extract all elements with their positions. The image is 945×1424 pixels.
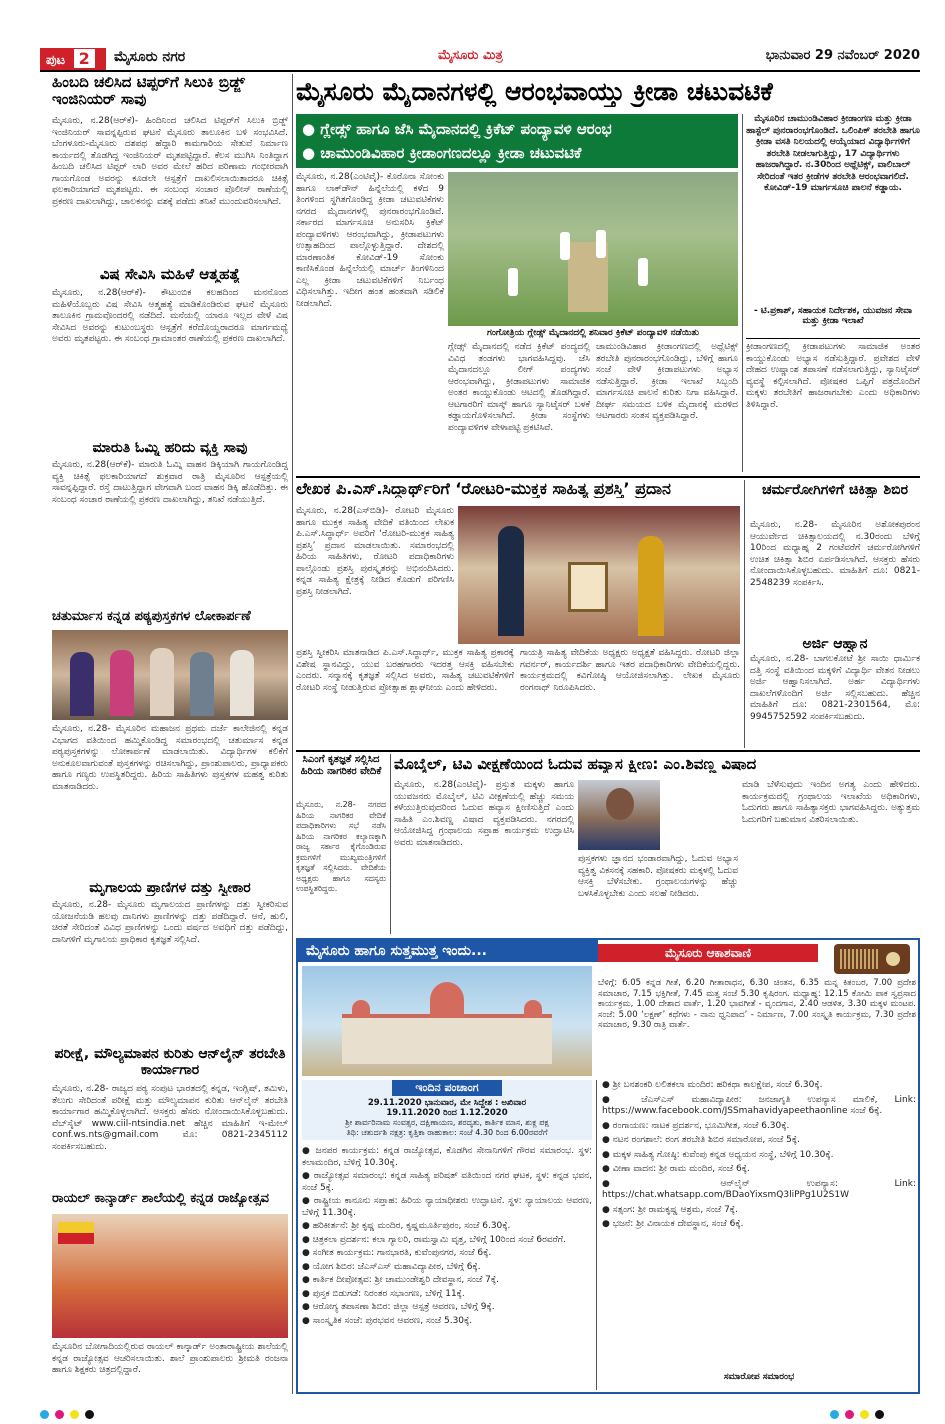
event-item: ● ಯೋಗ ಶಿಬಿರ: ಜೆಎಸ್‌ಎಸ್ ಮಹಾವಿದ್ಯಾಪೀಠ, ಬೆಳಿಗ್ಗೆ 6ಕ್ಕೆ. — [302, 1261, 481, 1272]
lead-body: ಗ್ಲೇಡ್ಸ್ ಮೈದಾನದಲ್ಲಿ ನಡೆದ ಕ್ರಿಕೆಟ್ ಪಂದ್ಯದಲ್ಲಿ ವಿವಿಧ ತಂಡಗಳು ಭಾಗವಹಿಸಿದ್ದವು. ಜೆಸಿ ಮೈದಾನದಲ್ಲೂ ಲೀಗ್ ಪಂದ್ಯಗಳು ಆರಂಭವಾಗಿದ್ದು, ಕ್ರೀಡಾಪಟುಗಳು ಸಾಮಾಜಿಕ ಅಂತರ ಕಾಯ್ದುಕೊಂಡು ಆಟದಲ್ಲಿ ತೊಡಗಿದ್ದಾರೆ. ಆಟಗಾರರಿಗೆ ಮಾಸ್ಕ್ ಹಾಗೂ ಸ್ಯಾನಿಟೈಸರ್ ಬಳಕೆ ಕಡ್ಡಾಯಗೊಳಿಸಲಾಗಿದೆ. ಕ್ರೀಡಾ ಸಂಸ್ಥೆಗಳು ಪಂದ್ಯಾವಳಿಗಳ ವೇಳಾಪಟ್ಟಿ ಪ್ರಕಟಿಸಿವೆ. — [448, 342, 590, 433]
panchanga-line: ಶ್ರೀ ಶಾರ್ವರಿನಾಮ ಸಂವತ್ಸರ, ದಕ್ಷಿಣಾಯಣ, ಶರದೃತು, ಕಾರ್ತಿಕ ಮಾಸ, ಶುಕ್ಲ ಪಕ್ಷ — [345, 1118, 549, 1127]
quote-signature: - ಟಿ.ಪ್ರಕಾಶ್, ಸಹಾಯಕ ನಿರ್ದೇಶಕ, ಯುವಜನ ಸೇವಾ ಮತ್ತು ಕ್ರೀಡಾ ಇಲಾಖೆ — [753, 306, 913, 326]
lead-subhead: ● ಚಾಮುಂಡಿವಿಹಾರ ಕ್ರೀಡಾಂಗಣದಲ್ಲೂ ಕ್ರೀಡಾ ಚಟುವಟಿಕೆ — [302, 144, 582, 162]
radio-title: ಮೈಸೂರು ಆಕಾಶವಾಣಿ — [598, 944, 818, 962]
left-column — [52, 74, 288, 1394]
book-release-photo — [52, 630, 288, 720]
panchanga-title: ಇಂದಿನ ಪಂಚಾಂಗ — [392, 1080, 502, 1096]
camp-headline: ಚರ್ಮರೋಗಿಗಳಿಗೆ ಚಿಕಿತ್ಸಾ ಶಿಬಿರ — [762, 482, 908, 498]
events-left — [302, 1146, 592, 1390]
palace-dome — [430, 982, 464, 1018]
photo-caption: ಗಂಗೋತ್ರಿಯ ಗ್ಲೇಡ್ಸ್ ಮೈದಾನದಲ್ಲಿ ಶನಿವಾರ ಕ್ರಿಕೆಟ್ ಪಂದ್ಯಾವಳಿ ನಡೆಯಿತು — [487, 328, 699, 338]
event-item: ● ಸಾಂಸ್ಕೃತಿಕ ಸಂಜೆ: ಪುರಭವನ ಆವರಣ, ಸಂಜೆ 5.30ಕ್ಕೆ. — [302, 1315, 473, 1326]
sidebar-body: ಕ್ರೀಡಾಂಗಣದಲ್ಲಿ ಕ್ರೀಡಾಪಟುಗಳು ಸಾಮಾಜಿಕ ಅಂತರ ಕಾಯ್ದುಕೊಂಡು ಅಭ್ಯಾಸ ನಡೆಸುತ್ತಿದ್ದಾರೆ. ಪ್ರವೇಶದ ವೇಳೆ ದೇಹದ ಉಷ್ಣಾಂಶ ತಪಾಸಣೆ ನಡೆಸಲಾಗುತ್ತಿದ್ದು, ಸ್ಯಾನಿಟೈಸರ್ ವ್ಯವಸ್ಥೆ ಕಲ್ಪಿಸಲಾಗಿದೆ. ಪೋಷಕರ ಒಪ್ಪಿಗೆ ಪತ್ರದೊಂದಿಗೆ ಮಕ್ಕಳು ತರಬೇತಿಗೆ ಹಾಜರಾಗಬೇಕು ಎಂದು ಅಧಿಕಾರಿಗಳು ತಿಳಿಸಿದ್ದಾರೆ. — [746, 342, 920, 410]
cricket-photo — [448, 172, 738, 326]
radio-schedule: ಬೆಳಿಗ್ಗೆ: 6.05 ಕನ್ನಡ ಗೀತೆ, 6.20 ಗೀತಾರಾಧನ, 6.30 ಚಿಂತನ, 6.35 ಮನ್ನ ಕಿತಂಬರ, 7.00 ಪ್ರದೇಶ ಸಮಾಚಾರ, 7.15 ಭಕ್ತಿಗೀತೆ, 7.45 ಮತ್ತ ಸಂಜೆ 5.30 ಕೃಷಿರಂಗ. ಮಧ್ಯಾಹ್ನ: 12.15 ಕೋಮಿ ಪಾಕ ಸ್ವಪ್ರಸಾದ ಕಾರ್ಯಕ್ರಮ, 1.00 ದೇಶಾದ ವಾರ್ತೆ, 1.20 ಭಾವಗೀತೆ - ವೃಂದಗಾನ, 2.40 ಆಡಳಿತ, 3.30 ಮಕ್ಕಳ ಮಂಟಪ. ಸಂಜೆ: 5.00 ‘ಲಕ್ಷಣ್’ ಕಥೆಗಳು - ನಾನು ಧ್ವನಿಪಾದ’ - ನಿರ್ಮಾಣ, 7.00 ಸಂಸ್ಕೃತಿ ಕಾರ್ಯಕ್ರಮ, 7.30 ಪ್ರದೇಶ ಸಮಾಚಾರ, 9.30 ರಾತ್ರಿ ವಾರ್ತೆ. — [598, 978, 916, 1031]
event-item: ● ನಟನ ರಂಗಶಾಲೆ: ರಂಗ ತರಬೇತಿ ಶಿಬಿರ ಸಮಾರೋಪ, ಸಂಜೆ 5ಕ್ಕೆ. — [602, 1135, 800, 1145]
lead-subhead: ● ಗ್ಲೇಡ್ಸ್ ಹಾಗೂ ಜೆಸಿ ಮೈದಾನದಲ್ಲಿ ಕ್ರಿಕೆಟ್ ಪಂದ್ಯಾವಳಿ ಆರಂಭ — [302, 120, 612, 138]
photo-person — [498, 526, 524, 636]
today-banner: ಮೈಸೂರು ಹಾಗೂ ಸುತ್ತಮುತ್ತ ಇಂದು... — [298, 940, 598, 962]
radio-icon — [834, 944, 910, 974]
palace-dome — [524, 1000, 542, 1018]
story-headline: ವಿಷ ಸೇವಿಸಿ ಮಹಿಳೆ ಆತ್ಮಹತ್ಯೆ — [99, 266, 241, 283]
panchanga-line: 29.11.2020 ಭಾನುವಾರ, ಮೇ ಸಿದ್ದೇಶ : ಅಖಿವಾರ — [367, 1098, 527, 1108]
speaker-portrait — [578, 780, 660, 850]
award-frame — [568, 562, 608, 612]
panchanga-line: ತಿಥಿ: ಚತುರ್ದಶಿ ನಕ್ಷತ್ರ: ಕೃತ್ತಿಕಾ ರಾಹುಕಾಲ: ಸಂಜೆ 4.30 ರಿಂದ 6.00ರವರೆಗೆ — [346, 1128, 548, 1137]
column-divider — [596, 1080, 597, 1390]
event-item: ● ಭಜನೆ: ಶ್ರೀ ವಿನಾಯಕ ದೇವಸ್ಥಾನ, ಸಂಜೆ 6ಕ್ಕೆ. — [602, 1219, 744, 1229]
flag-icon — [58, 1222, 94, 1244]
event-item: ● ಮಕ್ಕಳ ಸಾಹಿತ್ಯ ಗೋಷ್ಠಿ: ಕುವೆಂಪು ಕನ್ನಡ ಅಧ್ಯಯನ ಸಂಸ್ಥೆ, ಬೆಳಿಗ್ಗೆ 10.30ಕ್ಕೆ. — [602, 1149, 834, 1160]
photo-person — [70, 652, 94, 716]
photo-player — [508, 268, 518, 296]
camp-body: ಮೈಸೂರು, ನ.28- ಮೈಸೂರಿನ ಅಶೋಕಪುರಂನ ಆಯುರ್ವೇದ ಚಿಕಿತ್ಸಾಲಯದಲ್ಲಿ ನ.30ರಂದು ಬೆಳಿಗ್ಗೆ 10ರಿಂದ ಮಧ್ಯಾಹ್ನ 2 ಗಂಟೆವರೆಗೆ ಚರ್ಮರೋಗಿಗಳಿಗೆ ಉಚಿತ ಚಿಕಿತ್ಸಾ ಶಿಬಿರ ಏರ್ಪಡಿಸಲಾಗಿದೆ. ಆಸಕ್ತರು ಹೆಸರು ನೋಂದಾಯಿಸಿಕೊಳ್ಳಬಹುದು. ಮಾಹಿತಿಗೆ ದೂ: 0821-2548239 ಸಂಪರ್ಕಿಸಿ. — [750, 520, 920, 588]
photo-player — [560, 232, 570, 260]
yellow-dot — [70, 1410, 79, 1419]
event-item: ● ಜೆಎಸ್‌ಎಸ್ ಮಹಾವಿದ್ಯಾಪೀಠ: ಜನಜಾಗೃತಿ ಉಪನ್ಯಾಸ ಮಾಲಿಕೆ, Link: https://www.facebook.com/JSSmahavidyapeethaonline ಸಂಜೆ 6ಕ್ಕೆ. — [602, 1094, 916, 1116]
event-item: ● ರಾಷ್ಟ್ರೀಯ ಕಾನೂನು ಸಪ್ತಾಹ: ಹಿರಿಯ ನ್ಯಾಯಾಧೀಶರು ಉದ್ಘಾಟನೆ. ಸ್ಥಳ: ನ್ಯಾಯಾಲಯ ಆವರಣ, ಬೆಳಿಗ್ಗೆ 11.30ಕ್ಕೆ. — [302, 1196, 592, 1218]
section-rule — [746, 338, 920, 339]
photo-person — [110, 650, 134, 716]
events-footer-label: ಸಮಾರೋಪ ಸಮಾರಂಭ — [723, 1372, 795, 1382]
event-item: ● ರಾಜ್ಯೋತ್ಸವ ಸಮಾರಂಭ: ಕನ್ನಡ ಸಾಹಿತ್ಯ ಪರಿಷತ್ ವತಿಯಿಂದ ನಗರ ಘಟಕ, ಸ್ಥಳ: ಕನ್ನಡ ಭವನ, ಸಂಜೆ 5ಕ್ಕೆ. — [302, 1171, 592, 1193]
cyan-dot — [40, 1410, 49, 1419]
column-divider — [744, 480, 745, 748]
panchanga-line: 19.11.2020 ರಿಂದ 1.12.2020 — [386, 1108, 508, 1118]
event-item: ● ಸತ್ಸಂಗ: ಶ್ರೀ ರಾಮಕೃಷ್ಣ ಆಶ್ರಮ, ಸಂಜೆ 7ಕ್ಕೆ. — [602, 1204, 738, 1215]
photo-person — [230, 650, 254, 716]
event-item: ● ಆರೋಗ್ಯ ತಪಾಸಣಾ ಶಿಬಿರ: ಜಿಲ್ಲಾ ಆಸ್ಪತ್ರೆ ಆವರಣ, ಬೆಳಿಗ್ಗೆ 9ಕ್ಕೆ. — [302, 1302, 495, 1312]
photo-person — [190, 652, 214, 716]
apply-body: ಮೈಸೂರು, ನ.28- ಬಾಗಲಕೋಟೆ ಶ್ರೀ ಸಾಯಿ ಧಾರ್ಮಿಕ ದತ್ತಿ ಸಂಸ್ಥೆ ವತಿಯಿಂದ ಮಕ್ಕಳಿಗೆ ವಿದ್ಯಾರ್ಥಿ ವೇತನ ನೀಡಲು ಅರ್ಜಿ ಆಹ್ವಾನಿಸಲಾಗಿದೆ. ಅರ್ಹ ವಿದ್ಯಾರ್ಥಿಗಳು ದಾಖಲೆಗಳೊಂದಿಗೆ ಅರ್ಜಿ ಸಲ್ಲಿಸಬಹುದು. ಹೆಚ್ಚಿನ ಮಾಹಿತಿಗೆ ದೂ: 0821-2301564, ಮೊ: 9945752592 ಸಂಪರ್ಕಿಸಬಹುದು. — [750, 654, 920, 722]
event-item: ● ರಂಗಾಯಣ: ನಾಟಕ ಪ್ರದರ್ಶನ, ಭೂಮಿಗೀತ, ಸಂಜೆ 6.30ಕ್ಕೆ. — [602, 1120, 790, 1131]
column-divider — [742, 114, 743, 472]
story-headline: ಹಿಂಬದಿ ಚಲಿಸಿದ ಟಿಪ್ಪರ್‌ಗೆ ಸಿಲುಕಿ ಬ್ರಿಡ್ಜ್ ಇಂಜಿನಿಯರ್ ಸಾವು — [52, 74, 245, 109]
lead-headline: ಮೈಸೂರು ಮೈದಾನಗಳಲ್ಲಿ ಆರಂಭವಾಯ್ತು ಕ್ರೀಡಾ ಚಟುವಟಿಕೆ — [296, 78, 773, 106]
quote-body: ಮೈಸೂರಿನ ಚಾಮುಂಡಿವಿಹಾರ ಕ್ರೀಡಾಂಗಣ ಮತ್ತು ಕ್ರೀಡಾ ಹಾಸ್ಟೆಲ್ ಪುನರಾರಂಭಗೊಂಡಿದೆ. ಒಲಿಂಪಿಕ್ ತರಬೇತಿ ಹಾಗೂ ಕ್ರೀಡಾ ವಸತಿ ನಿಲಯದಲ್ಲಿ ಆಯ್ಕೆಯಾದ ವಿದ್ಯಾರ್ಥಿಗಳಿಗೆ ತರಬೇತಿ ನೀಡಲಾಗುತ್ತಿದ್ದು, 17 ವಿದ್ಯಾರ್ಥಿಗಳು ಹಾಜರಾಗಿದ್ದಾರೆ. ನ.30ರಿಂದ ಅಥ್ಲೆಟಿಕ್ಸ್, ವಾಲಿಬಾಲ್ ಸೇರಿದಂತೆ ಇತರ ಕ್ರೀಡೆಗಳ ತರಬೇತಿ ಆರಂಭವಾಗಲಿದೆ. ಕೋವಿಡ್-19 ಮಾರ್ಗಸೂಚಿ ಪಾಲನೆ ಕಡ್ಡಾಯ. — [746, 114, 920, 193]
photo-caption: ಮೈಸೂರಿನ ಬೋಗಾದಿಯಲ್ಲಿರುವ ರಾಯಲ್ ಕಾನ್ಕಾರ್ಡ್ ಅಂತಾರಾಷ್ಟ್ರೀಯ ಶಾಲೆಯಲ್ಲಿ ಕನ್ನಡ ರಾಜ್ಯೋತ್ಸವ ಆಚರಿಸಲಾಯಿತು. ಶಾಲೆ ಪ್ರಾಂಶುಪಾಲರು ಶ್ರೀಮತಿ ರಂಜನಾ ಹಾಗೂ ಶಿಕ್ಷಕರು ಚಿತ್ರದಲ್ಲಿದ್ದಾರೆ. — [52, 1342, 288, 1375]
radio-panel — [598, 944, 916, 1076]
story-headline: ರಾಯಲ್ ಕಾನ್ಕಾರ್ಡ್ ಶಾಲೆಯಲ್ಲಿ ಕನ್ನಡ ರಾಜ್ಯೋತ್ಸವ — [52, 1192, 269, 1206]
story-body: ಮೈಸೂರು, ನ.28- ಮೈಸೂರಿನ ಮಹಾಜನ ಪ್ರಥಮ ದರ್ಜೆ ಕಾಲೇಜಿನಲ್ಲಿ ಕನ್ನಡ ವಿಭಾಗದ ವತಿಯಿಂದ ಹಮ್ಮಿಕೊಂಡಿದ್ದ ಸಮಾರಂಭದಲ್ಲಿ ಚತುರ್ಮಾಸ ಕನ್ನಡ ಪಠ್ಯಪುಸ್ತಕಗಳನ್ನು ಲೋಕಾರ್ಪಣೆ ಮಾಡಲಾಯಿತು. ವಿದ್ಯಾರ್ಥಿಗಳ ಕಲಿಕೆಗೆ ಅನುಕೂಲವಾಗುವಂತೆ ಪುಸ್ತಕಗಳನ್ನು ರಚಿಸಲಾಗಿದ್ದು, ಪ್ರಾಂಶುಪಾಲರು, ಪ್ರಾಧ್ಯಾಪಕರು ಹಾಗೂ ಗಣ್ಯರು ಉಪಸ್ಥಿತರಿದ್ದರು. ಹಿರಿಯ ಸಾಹಿತಿಗಳು ಪುಸ್ತಕಗಳ ಮಹತ್ವ ಕುರಿತು ಮಾತನಾಡಿದರು. — [52, 724, 288, 792]
event-item: ● ಸಂಗೀತ ಕಾರ್ಯಕ್ರಮ: ಗಾನಭಾರತಿ, ಕುವೆಂಪುನಗರ, ಸಂಜೆ 6ಕ್ಕೆ. — [302, 1248, 492, 1258]
story-body: ಮೈಸೂರು, ನ.28- ರಾಜ್ಯದ ಪಠ್ಯ ಸಂಪುಟ ಭಾರತದಲ್ಲಿ ಕನ್ನಡ, ಇಂಗ್ಲಿಷ್, ತಮಿಳು, ತೆಲುಗು ಸೇರಿದಂತೆ ಪರೀಕ್ಷೆ ಮತ್ತು ಮೌಲ್ಯಮಾಪನ ಕುರಿತು ಆನ್‌ಲೈನ್ ತರಬೇತಿ ಕಾರ್ಯಾಗಾರ ಹಮ್ಮಿಕೊಳ್ಳಲಾಗಿದೆ. ಆಸಕ್ತರು ಹೆಸರು ನೋಂದಾಯಿಸಿಕೊಳ್ಳಬಹುದು. ವೆಬ್‌ಸೈಟ್ www.ciil-ntsindia.net ಹೆಚ್ಚಿನ ಮಾಹಿತಿಗೆ ಇ-ಮೇಲ್ conf.ws.nts@gmail.com ಮೊ: 0821-2345112 ಸಂಪರ್ಕಿಸಬಹುದು. — [52, 1084, 288, 1152]
page-number: 2 — [74, 49, 95, 68]
registration-dots-right — [830, 1404, 890, 1423]
apply-headline: ಅರ್ಜಿ ಆಹ್ವಾನ — [802, 636, 868, 652]
black-dot — [85, 1410, 94, 1419]
photo-player — [596, 230, 606, 258]
story-body: ಮೈಸೂರು, ನ.28- ಮೈಸೂರು ಮೃಗಾಲಯದ ಪ್ರಾಣಿಗಳನ್ನು ದತ್ತು ಸ್ವೀಕರಿಸುವ ಯೋಜನೆಯಡಿ ಹಲವು ದಾನಿಗಳು ಪ್ರಾಣಿಗಳನ್ನು ದತ್ತು ಪಡೆದಿದ್ದಾರೆ. ಆನೆ, ಹುಲಿ, ಚಿರತೆ ಸೇರಿದಂತೆ ವಿವಿಧ ಪ್ರಾಣಿಗಳನ್ನು ಒಂದು ವರ್ಷದ ಅವಧಿಗೆ ದತ್ತು ಪಡೆದಿದ್ದು, ದಾನಿಗಳಿಗೆ ಮೃಗಾಲಯ ಪ್ರಾಧಿಕಾರ ಕೃತಜ್ಞತೆ ಸಲ್ಲಿಸಿದೆ. — [52, 900, 288, 945]
portrait-face — [606, 788, 634, 820]
page-number-box — [40, 48, 106, 70]
column-divider — [292, 74, 293, 1394]
story-headline: ಮೃಗಾಲಯ ಪ್ರಾಣಿಗಳ ದತ್ತು ಸ್ವೀಕಾರ — [89, 880, 251, 896]
event-item: ● ಆನ್‌ಲೈನ್ ಉಪನ್ಯಾಸ: Link: https://chat.whatsapp.com/BDaoYixsmQ3liPPg1U2S1W — [602, 1178, 916, 1200]
event-item: ● ಜನಪರ ಕಾರ್ಯಕ್ರಮ: ಕನ್ನಡ ರಾಜ್ಯೋತ್ಸವ, ಕೊಡಗಿನ ಸೇನಾನಿಗಳಿಗೆ ಗೌರವ ಸಮಾರಂಭ. ಸ್ಥಳ: ಕಲಾಮಂದಿರ, ಬೆಳಿಗ್ಗೆ 10.30ಕ್ಕೆ. — [302, 1146, 592, 1168]
award-body: ಮೈಸೂರು, ನ.28(ಎಸ್‌ಬಿಡಿ)- ರೋಟರಿ ಮೈಸೂರು ಹಾಗೂ ಮುಕ್ತಕ ಸಾಹಿತ್ಯ ವೇದಿಕೆ ವತಿಯಿಂದ ಲೇಖಕ ಪಿ.ಎಸ್.ಸಿದ್ಧಾರ್ಥ್ ಅವರಿಗೆ ‘ರೋಟರಿ-ಮುಕ್ತಕ ಸಾಹಿತ್ಯ ಪ್ರಶಸ್ತಿ’ ಪ್ರದಾನ ಮಾಡಲಾಯಿತು. ಸಮಾರಂಭದಲ್ಲಿ ಹಿರಿಯ ಸಾಹಿತಿಗಳು, ರೋಟರಿ ಪದಾಧಿಕಾರಿಗಳು ಪಾಲ್ಗೊಂಡು ಪ್ರಶಸ್ತಿ ಪುರಸ್ಕೃತರನ್ನು ಅಭಿನಂದಿಸಿದರು. ಕನ್ನಡ ಸಾಹಿತ್ಯ ಕ್ಷೇತ್ರಕ್ಕೆ ನೀಡಿದ ಕೊಡುಗೆ ಪರಿಗಣಿಸಿ ಪ್ರಶಸ್ತಿ ನೀಡಲಾಗಿದೆ. — [296, 506, 454, 597]
school-celebration-photo — [52, 1214, 288, 1338]
radio-speaker-grille — [840, 949, 880, 969]
small-body: ಮೈಸೂರು, ನ.28- ನಗರದ ಹಿರಿಯ ನಾಗರಿಕರ ವೇದಿಕೆ ಪದಾಧಿಕಾರಿಗಳು ಸಭೆ ನಡೆಸಿ ಹಿರಿಯ ನಾಗರಿಕರ ಕಲ್ಯಾಣಕ್ಕಾಗಿ ರಾಜ್ಯ ಸರ್ಕಾರ ಕೈಗೊಂಡಿರುವ ಕ್ರಮಗಳಿಗೆ ಮುಖ್ಯಮಂತ್ರಿಗಳಿಗೆ ಕೃತಜ್ಞತೆ ಸಲ್ಲಿಸಿದರು. ವೇದಿಕೆಯ ಅಧ್ಯಕ್ಷರು ಹಾಗೂ ಸದಸ್ಯರು ಉಪಸ್ಥಿತರಿದ್ದರು. — [296, 800, 386, 893]
reading-body: ಪುಸ್ತಕಗಳು ಜ್ಞಾನದ ಭಂಡಾರವಾಗಿದ್ದು, ಓದುವ ಅಭ್ಯಾಸ ವ್ಯಕ್ತಿತ್ವ ವಿಕಸನಕ್ಕೆ ಸಹಕಾರಿ. ಪೋಷಕರು ಮಕ್ಕಳಲ್ಲಿ ಓದುವ ಆಸಕ್ತಿ ಬೆಳೆಸಬೇಕು. ಗ್ರಂಥಾಲಯಗಳನ್ನು ಹೆಚ್ಚು ಬಳಸಿಕೊಳ್ಳಬೇಕು ಎಂದು ಸಲಹೆ ನೀಡಿದರು. — [578, 854, 738, 899]
registration-dots-left — [40, 1404, 100, 1423]
section-rule — [296, 476, 920, 478]
event-item: ● ಶ್ರೀ ಬನಶಂಕರಿ ಲಲಿತಕಲಾ ಮಂದಿರ: ಹರಿಕಥಾ ಕಾಲಕ್ಷೇಪ, ಸಂಜೆ 6.30ಕ್ಕೆ. — [602, 1080, 823, 1090]
lead-body: ಮೈಸೂರು, ನ.28(ಎಂಟಿವೈ)- ಕೊರೊನಾ ಸೋಂಕು ಹಾಗೂ ಲಾಕ್‌ಡೌನ್ ಹಿನ್ನೆಲೆಯಲ್ಲಿ ಕಳೆದ 9 ತಿಂಗಳಿಂದ ಸ್ಥಗಿತಗೊಂಡಿದ್ದ ಕ್ರೀಡಾ ಚಟುವಟಿಕೆಗಳು ನಗರದ ಮೈದಾನಗಳಲ್ಲಿ ಪುನರಾರಂಭಗೊಂಡಿವೆ. ಸರ್ಕಾರದ ಮಾರ್ಗಸೂಚಿ ಅನುಸರಿಸಿ ಕ್ರಿಕೆಟ್ ಪಂದ್ಯಾವಳಿಗಳು ಆರಂಭವಾಗಿದ್ದು, ಕ್ರೀಡಾಪಟುಗಳು ಉತ್ಸಾಹದಿಂದ ಪಾಲ್ಗೊಳ್ಳುತ್ತಿದ್ದಾರೆ. ದೇಶದಲ್ಲಿ ಮಾರಣಾಂತಿಕ ಕೋವಿಡ್-19 ಸೋಂಕು ಕಾಣಿಸಿಕೊಂಡ ಹಿನ್ನೆಲೆಯಲ್ಲಿ ಮಾರ್ಚ್ ತಿಂಗಳಿನಿಂದ ಎಲ್ಲ ಕ್ರೀಡಾ ಚಟುವಟಿಕೆಗಳಿಗೆ ನಿರ್ಬಂಧ ವಿಧಿಸಲಾಗಿತ್ತು. ಇದೀಗ ಹಂತ ಹಂತವಾಗಿ ಸಡಿಲಿಕೆ ನೀಡಲಾಗಿದೆ. — [296, 172, 444, 309]
story-body: ಮೈಸೂರು, ನ.28(ಆರ್‌ಕೆ)- ಮಾರುತಿ ಓಮ್ನಿ ವಾಹನ ಡಿಕ್ಕಿಯಾಗಿ ಗಾಯಗೊಂಡಿದ್ದ ವ್ಯಕ್ತಿ ಚಿಕಿತ್ಸೆ ಫಲಕಾರಿಯಾಗದೆ ಶುಕ್ರವಾರ ರಾತ್ರಿ ಮೈಸೂರಿನ ಆಸ್ಪತ್ರೆಯಲ್ಲಿ ಸಾವನ್ನಪ್ಪಿದ್ದಾರೆ. ರಸ್ತೆ ದಾಟುತ್ತಿದ್ದಾಗ ವೇಗವಾಗಿ ಬಂದ ವಾಹನ ಡಿಕ್ಕಿ ಹೊಡೆದಿತ್ತು. ಈ ಸಂಬಂಧ ಸಂಚಾರ ಠಾಣೆಯಲ್ಲಿ ಪ್ರಕರಣ ದಾಖಲಾಗಿದ್ದು, ತನಿಖೆ ನಡೆಯುತ್ತಿದೆ. — [52, 460, 288, 505]
small-headline: ಸಿಎಂಗೆ ಕೃತಜ್ಞತೆ ಸಲ್ಲಿಸಿದ ಹಿರಿಯ ನಾಗರಿಕರ ವೇದಿಕೆ — [300, 754, 382, 777]
palace-body — [342, 1014, 552, 1064]
story-headline: ಮಾರುತಿ ಓಮ್ನಿ ಹರಿದು ವ್ಯಕ್ತಿ ಸಾವು — [92, 440, 248, 456]
lead-subhead-box — [296, 114, 738, 168]
event-item: ● ಕಾರ್ತಿಕ ದೀಪೋತ್ಸವ: ಶ್ರೀ ಚಾಮುಂಡೇಶ್ವರಿ ದೇವಸ್ಥಾನ, ಸಂಜೆ 7ಕ್ಕೆ. — [302, 1275, 500, 1285]
award-body: ಗಾಯತ್ರಿ ಸಾಹಿತ್ಯ ವೇದಿಕೆಯ ಅಧ್ಯಕ್ಷರು ಅಧ್ಯಕ್ಷತೆ ವಹಿಸಿದ್ದರು. ರೋಟರಿ ಜಿಲ್ಲಾ ಗವರ್ನರ್, ಕಾರ್ಯದರ್ಶಿ ಹಾಗೂ ಇತರ ಪದಾಧಿಕಾರಿಗಳು ವೇದಿಕೆಯಲ್ಲಿದ್ದರು. ಕಾರ್ಯಕ್ರಮದಲ್ಲಿ ಕವಿಗೋಷ್ಠಿ ಆಯೋಜಿಸಲಾಗಿತ್ತು. ಲೇಖಕ ಮೈಸೂರು ರಂಗನಾಥ್ ನಿರೂಪಿಸಿದರು. — [520, 648, 740, 693]
yellow-dot — [860, 1410, 869, 1419]
event-item: ● ವೀಣಾ ವಾದನ: ಶ್ರೀ ರಾಮ ಮಂದಿರ, ಸಂಜೆ 6ಕ್ಕೆ. — [602, 1164, 750, 1174]
cyan-dot — [830, 1410, 839, 1419]
event-item: ● ಹರಿಕೀರ್ತನೆ: ಶ್ರೀ ಕೃಷ್ಣ ಮಂದಿರ, ಕೃಷ್ಣಮೂರ್ತಿಪುರಂ, ಸಂಜೆ 6.30ಕ್ಕೆ. — [302, 1221, 511, 1231]
page-header — [40, 48, 920, 70]
reading-headline: ಮೊಬೈಲ್, ಟಿವಿ ವೀಕ್ಷಣೆಯಿಂದ ಓದುವ ಹವ್ಯಾಸ ಕ್ಷೀಣ: ಎಂ.ಶಿವಣ್ಣ ವಿಷಾದ — [394, 756, 757, 773]
story-body: ಮೈಸೂರು, ನ.28(ಆರ್‌ಕೆ)- ಹಿಂದಿನಿಂದ ಚಲಿಸಿದ ಟಿಪ್ಪರ್‌ಗೆ ಸಿಲುಕಿ ಬ್ರಿಡ್ಜ್ ಇಂಜಿನಿಯರ್ ಸಾವನ್ನಪ್ಪಿರುವ ಘಟನೆ ಮೈಸೂರು ತಾಲೂಕಿನ ಬಳಿ ಸಂಭವಿಸಿದೆ. ಬೆಂಗಳೂರು-ಮೈಸೂರು ದಶಪಥ ಹೆದ್ದಾರಿ ಕಾಮಗಾರಿಯ ಸೇತುವೆ ನಿರ್ಮಾಣ ಕಾರ್ಯದಲ್ಲಿ ತೊಡಗಿದ್ದ ಇಂಜಿನಿಯರ್ ಮೃತಪಟ್ಟಿದ್ದಾರೆ. ಕೆಲಸ ಮುಗಿಸಿ ನಿಂತಿದ್ದಾಗ ಹಿಂಬದಿ ಚಲಿಸಿದ ಟಿಪ್ಪರ್ ಲಾರಿ ಅವರ ಮೇಲೆ ಹರಿದ ಪರಿಣಾಮ ಗಂಭೀರವಾಗಿ ಗಾಯಗೊಂಡ ಅವರನ್ನು ಕೂಡಲೇ ಆಸ್ಪತ್ರೆಗೆ ದಾಖಲಿಸಲಾಯಿತಾದರೂ ಚಿಕಿತ್ಸೆ ಫಲಕಾರಿಯಾಗದೆ ಮೃತಪಟ್ಟರು. ಈ ಸಂಬಂಧ ಸಂಚಾರ ಪೊಲೀಸ್ ಠಾಣೆಯಲ್ಲಿ ಪ್ರಕರಣ ದಾಖಲಾಗಿದ್ದು, ಚಾಲಕನನ್ನು ವಶಕ್ಕೆ ಪಡೆದು ತನಿಖೆ ಮುಂದುವರಿಸಲಾಗಿದೆ. — [52, 116, 288, 207]
lead-body: ಚಾಮುಂಡಿವಿಹಾರ ಕ್ರೀಡಾಂಗಣದಲ್ಲಿ ಅಥ್ಲೆಟಿಕ್ಸ್ ತರಬೇತಿ ಪುನರಾರಂಭಗೊಂಡಿದ್ದು, ಬೆಳಿಗ್ಗೆ ಹಾಗೂ ಸಂಜೆ ವೇಳೆ ಕ್ರೀಡಾಪಟುಗಳು ಅಭ್ಯಾಸ ನಡೆಸುತ್ತಿದ್ದಾರೆ. ಕ್ರೀಡಾ ಇಲಾಖೆ ಸಿಬ್ಬಂದಿ ಮಾರ್ಗಸೂಚಿ ಪಾಲನೆ ಕುರಿತು ನಿಗಾ ವಹಿಸಿದ್ದಾರೆ. ದೀರ್ಘ ಸಮಯದ ಬಳಿಕ ಮೈದಾನಕ್ಕೆ ಮರಳಿದ ಆಟಗಾರರು ಸಂತಸ ವ್ಯಕ್ತಪಡಿಸಿದ್ದಾರೆ. — [596, 342, 738, 421]
award-ceremony-photo — [458, 506, 740, 644]
today-section — [296, 938, 920, 1394]
section-title: ಮೈಸೂರು ನಗರ — [114, 49, 186, 65]
photo-player — [638, 258, 648, 286]
photo-person — [150, 648, 174, 716]
sidebar-quote — [746, 114, 920, 334]
award-body: ಪ್ರಶಸ್ತಿ ಸ್ವೀಕರಿಸಿ ಮಾತನಾಡಿದ ಪಿ.ಎಸ್.ಸಿದ್ಧಾರ್ಥ್, ಮುಕ್ತಕ ಸಾಹಿತ್ಯ ಪ್ರಕಾರಕ್ಕೆ ವಿಶೇಷ ಸ್ಥಾನವಿದ್ದು, ಯುವ ಬರಹಗಾರರು ಇದರತ್ತ ಆಸಕ್ತಿ ವಹಿಸಬೇಕು ಎಂದರು. ಸನ್ಮಾನಕ್ಕೆ ಕೃತಜ್ಞತೆ ಸಲ್ಲಿಸಿದ ಅವರು, ಸಾಹಿತ್ಯ ಚಟುವಟಿಕೆಗಳಿಗೆ ರೋಟರಿ ಸಂಸ್ಥೆ ನೀಡುತ್ತಿರುವ ಪ್ರೋತ್ಸಾಹ ಶ್ಲಾಘನೀಯ ಎಂದು ಹೇಳಿದರು. — [296, 648, 514, 693]
reading-body: ಮಾಡಿ ಬೆಳೆಸುವುದು ಇಂದಿನ ಅಗತ್ಯ ಎಂದು ಹೇಳಿದರು. ಕಾರ್ಯಕ್ರಮದಲ್ಲಿ ಗ್ರಂಥಾಲಯ ಇಲಾಖೆಯ ಅಧಿಕಾರಿಗಳು, ಓದುಗರು ಹಾಗೂ ಸಾಹಿತ್ಯಾಸಕ್ತರು ಭಾಗವಹಿಸಿದ್ದರು. ಅತ್ಯುತ್ತಮ ಓದುಗರಿಗೆ ಬಹುಮಾನ ವಿತರಿಸಲಾಯಿತು. — [742, 780, 920, 825]
column-divider — [390, 754, 391, 934]
header-rule — [40, 70, 920, 72]
event-item: ● ಚಿತ್ರಕಲಾ ಪ್ರದರ್ಶನ: ಕಲಾ ಗ್ಯಾಲರಿ, ರಾಮಸ್ವಾಮಿ ವೃತ್ತ, ಬೆಳಿಗ್ಗೆ 10ರಿಂದ ಸಂಜೆ 6ರವರೆಗೆ. — [302, 1234, 566, 1245]
panchanga-box — [302, 1080, 592, 1140]
palace-photo — [302, 966, 592, 1076]
story-headline: ಚತುರ್ಮಾಸ ಕನ್ನಡ ಪಠ್ಯಪುಸ್ತಕಗಳ ಲೋಕಾರ್ಪಣೆ — [52, 610, 251, 624]
page-date: ಭಾನುವಾರ 29 ನವೆಂಬರ್ 2020 — [765, 48, 920, 63]
magenta-dot — [55, 1410, 64, 1419]
masthead: ಮೈಸೂರು ಮಿತ್ರ — [438, 48, 503, 63]
palace-dome — [352, 1000, 370, 1018]
events-right — [602, 1080, 916, 1370]
award-headline: ಲೇಖಕ ಪಿ.ಎಸ್.ಸಿದ್ಧಾರ್ಥ್‌ರಿಗೆ ‘ರೋಟರಿ-ಮುಕ್ತಕ ಸಾಹಿತ್ಯ ಪ್ರಶಸ್ತಿ’ ಪ್ರದಾನ — [296, 480, 671, 498]
page-label: ಪುಟ — [46, 53, 66, 68]
magenta-dot — [845, 1410, 854, 1419]
reading-body: ಮೈಸೂರು, ನ.28(ಎಂಟಿವೈ)- ಪ್ರಸ್ತುತ ಮಕ್ಕಳು ಹಾಗೂ ಯುವಜನರು ಮೊಬೈಲ್, ಟಿವಿ ವೀಕ್ಷಣೆಯಲ್ಲಿ ಹೆಚ್ಚು ಸಮಯ ಕಳೆಯುತ್ತಿರುವುದರಿಂದ ಓದುವ ಹವ್ಯಾಸ ಕ್ಷೀಣಿಸುತ್ತಿದೆ ಎಂದು ಸಾಹಿತಿ ಎಂ.ಶಿವಣ್ಣ ವಿಷಾದ ವ್ಯಕ್ತಪಡಿಸಿದರು. ನಗರದಲ್ಲಿ ಆಯೋಜಿಸಿದ್ದ ಗ್ರಂಥಾಲಯ ಸಪ್ತಾಹ ಕಾರ್ಯಕ್ರಮ ಉದ್ಘಾಟಿಸಿ ಅವರು ಮಾತನಾಡಿದರು. — [394, 780, 574, 848]
story-headline: ಪರೀಕ್ಷೆ, ಮೌಲ್ಯಮಾಪನ ಕುರಿತು ಆನ್‌ಲೈನ್ ತರಬೇತಿ ಕಾರ್ಯಾಗಾರ — [54, 1046, 286, 1079]
story-body: ಮೈಸೂರು, ನ.28(ಆರ್‌ಕೆ)- ಕೌಟುಂಬಿಕ ಕಲಹದಿಂದ ಮನನೊಂದ ಮಹಿಳೆಯೊಬ್ಬರು ವಿಷ ಸೇವಿಸಿ ಆತ್ಮಹತ್ಯೆ ಮಾಡಿಕೊಂಡಿರುವ ಘಟನೆ ಮೈಸೂರು ತಾಲೂಕಿನ ಗ್ರಾಮವೊಂದರಲ್ಲಿ ನಡೆದಿದೆ. ಮನೆಯಲ್ಲಿ ಯಾರೂ ಇಲ್ಲದ ವೇಳೆ ವಿಷ ಸೇವಿಸಿದ ಅವರನ್ನು ಕುಟುಂಬಸ್ಥರು ಆಸ್ಪತ್ರೆಗೆ ಕರೆದೊಯ್ದರಾದರೂ ಮಾರ್ಗಮಧ್ಯೆ ಅವರು ಮೃತಪಟ್ಟರು. ಈ ಸಂಬಂಧ ಗ್ರಾಮಾಂತರ ಠಾಣೆಯಲ್ಲಿ ಪ್ರಕರಣ ದಾಖಲಾಗಿದೆ. — [52, 288, 288, 344]
photo-person — [638, 536, 664, 636]
event-item: ● ಪುಸ್ತಕ ಬಿಡುಗಡೆ: ನಿರಂತರ ಸಭಾಂಗಣ, ಬೆಳಿಗ್ಗೆ 11ಕ್ಕೆ. — [302, 1288, 465, 1299]
radio-dial — [886, 952, 900, 966]
section-rule — [296, 750, 920, 752]
black-dot — [875, 1410, 884, 1419]
